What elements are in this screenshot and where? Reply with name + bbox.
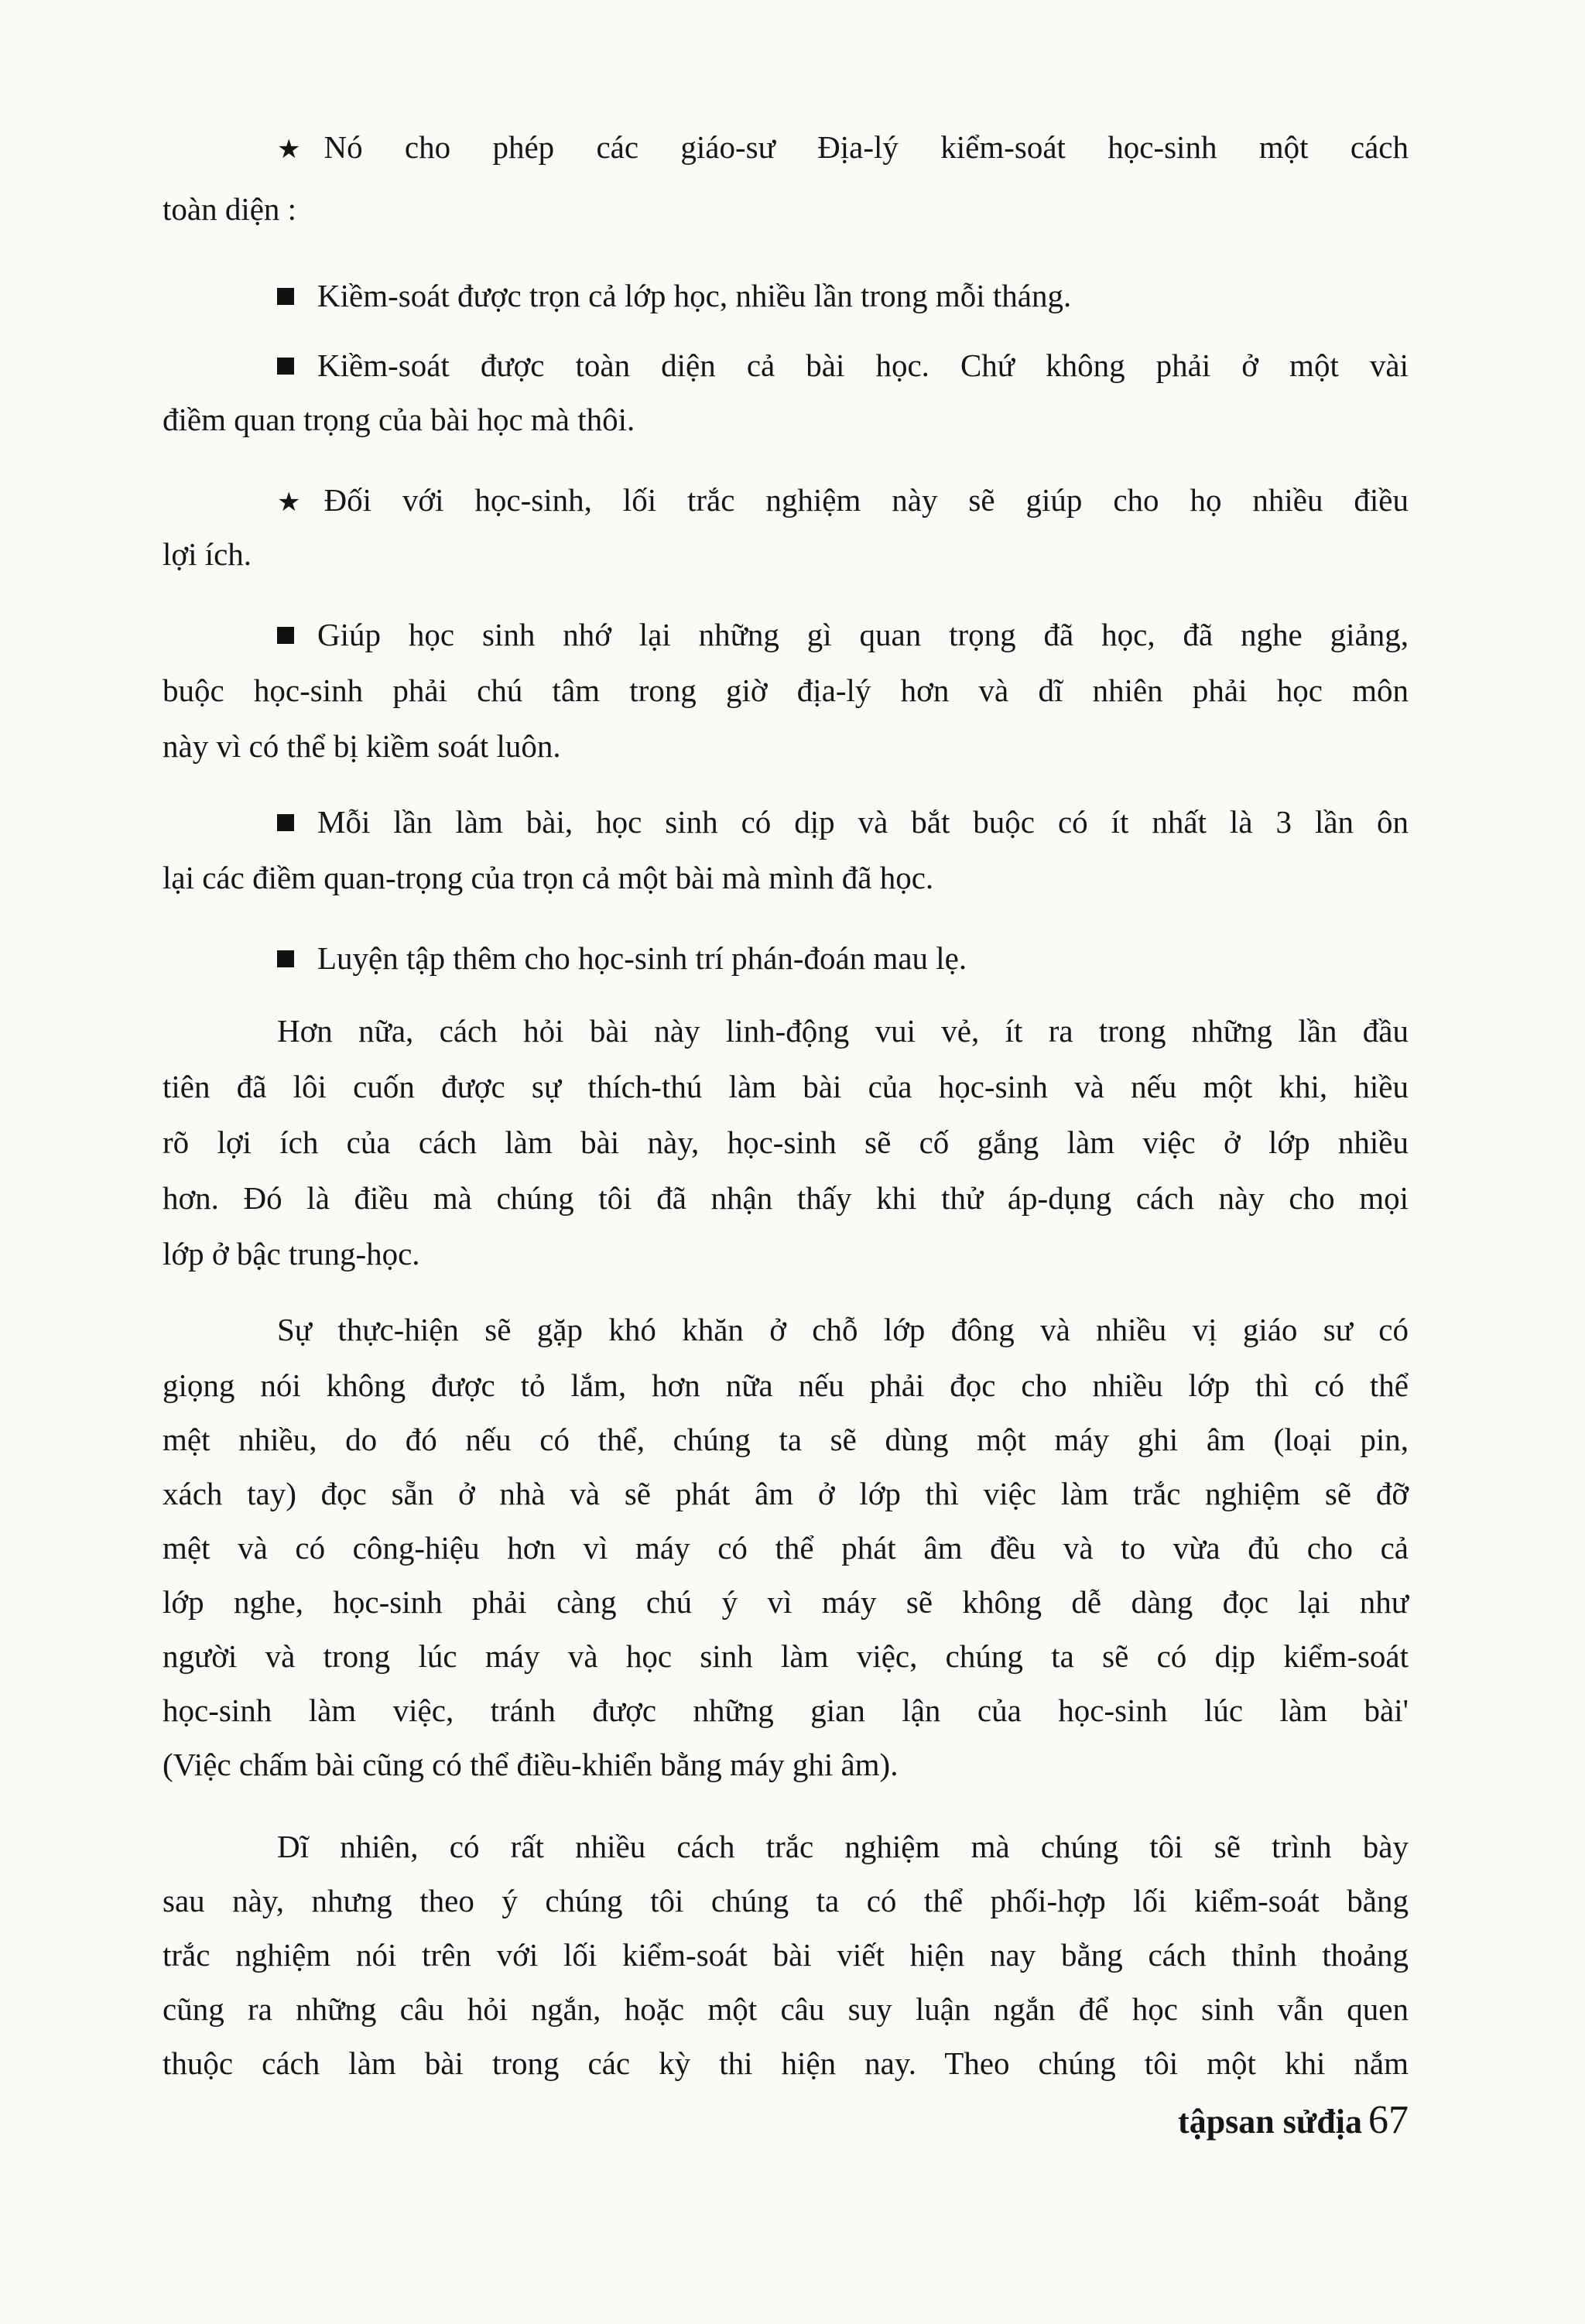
text-line: rõ lợi ích của cách làm bài này, học-sinh sẽ cố gắng làm việc ở lớp nhiều: [163, 1124, 1409, 1160]
text-line: điềm quan trọng của bài học mà thôi.: [163, 402, 635, 437]
journal-name: tậpsan sửđịa: [1178, 2103, 1362, 2141]
text-line: Luyện tập thêm cho học-sinh trí phán-đoán mau lẹ.: [277, 935, 1409, 981]
text-line: Giúp học sinh nhớ lại những gì quan trọng đã học, đã nghe giảng,: [277, 611, 1409, 658]
star-bullet-icon: ★: [277, 135, 301, 164]
text-line: ★ Đối với học-sinh, lối trắc nghiệm này sẽ giúp cho họ nhiều điều: [277, 477, 1409, 526]
text-line: buộc học-sinh phải chú tâm trong giờ địa-lý hơn và dĩ nhiên phải học môn: [163, 673, 1409, 708]
square-bullet-icon: [277, 814, 294, 831]
text-line: thuộc cách làm bài trong các kỳ thi hiện nay. Theo chúng tôi một khi nắm: [163, 2045, 1409, 2081]
square-bullet-icon: [277, 358, 294, 375]
text-line: (Việc chấm bài cũng có thể điều-khiển bằng máy ghi âm).: [163, 1747, 899, 1782]
text-line: ★ Nó cho phép các giáo-sư Địa-lý kiểm-soát học-sinh một cách: [277, 124, 1409, 173]
text-line: người và trong lúc máy và học sinh làm việc, chúng ta sẽ có dịp kiểm-soát: [163, 1638, 1409, 1674]
text-line: mệt và có công-hiệu hơn vì máy có thể phát âm đều và to vừa đủ cho cả: [163, 1530, 1409, 1566]
text-line: tiên đã lôi cuốn được sự thích-thú làm bài của học-sinh và nếu một khi, hiều: [163, 1069, 1409, 1104]
text-line: Kiềm-soát được toàn diện cả bài học. Chứ không phải ở một vài: [277, 342, 1409, 388]
square-bullet-icon: [277, 627, 294, 644]
text-line: mệt nhiều, do đó nếu có thể, chúng ta sẽ dùng một máy ghi âm (loại pin,: [163, 1422, 1409, 1457]
text-line: Kiềm-soát được trọn cả lớp học, nhiều lần trong mỗi tháng.: [277, 272, 1409, 319]
text-line: giọng nói không được tỏ lắm, hơn nữa nếu phải đọc cho nhiều lớp thì có thể: [163, 1367, 1409, 1403]
text-line: học-sinh làm việc, tránh được những gian lận của học-sinh lúc làm bài': [163, 1693, 1409, 1728]
text-line: này vì có thể bị kiềm soát luôn.: [163, 728, 561, 764]
text-line: Sự thực-hiện sẽ gặp khó khăn ở chỗ lớp đông và nhiều vị giáo sư có: [277, 1312, 1409, 1347]
text-line: hơn. Đó là điều mà chúng tôi đã nhận thấy khi thử áp-dụng cách này cho mọi: [163, 1180, 1409, 1216]
text-line: Hơn nữa, cách hỏi bài này linh-động vui vẻ, ít ra trong những lần đầu: [277, 1013, 1409, 1049]
text-line: lợi ích.: [163, 536, 252, 572]
text-line: lại các điềm quan-trọng của trọn cả một bài mà mình đã học.: [163, 860, 934, 895]
text-line: xách tay) đọc sẵn ở nhà và sẽ phát âm ở lớp thì việc làm trắc nghiệm sẽ đỡ: [163, 1476, 1409, 1511]
star-bullet-icon: ★: [277, 488, 301, 517]
text-line: Mỗi lần làm bài, học sinh có dịp và bắt buộc có ít nhất là 3 lần ôn: [277, 799, 1409, 845]
square-bullet-icon: [277, 288, 294, 305]
text-line: toàn diện :: [163, 191, 297, 227]
square-bullet-icon: [277, 950, 294, 967]
text-line: lớp nghe, học-sinh phải càng chú ý vì máy sẽ không dễ dàng đọc lại như: [163, 1584, 1409, 1620]
text-line: sau này, nhưng theo ý chúng tôi chúng ta có thể phối-hợp lối kiểm-soát bằng: [163, 1883, 1409, 1918]
text-line: Dĩ nhiên, có rất nhiều cách trắc nghiệm mà chúng tôi sẽ trình bày: [277, 1829, 1409, 1864]
text-line: lớp ở bậc trung-học.: [163, 1236, 420, 1272]
text-line: trắc nghiệm nói trên với lối kiểm-soát bài viết hiện nay bằng cách thỉnh thoảng: [163, 1937, 1409, 1973]
text-line: cũng ra những câu hỏi ngắn, hoặc một câu suy luận ngắn để học sinh vẫn quen: [163, 1991, 1409, 2027]
page-footer: [1114, 2097, 1409, 2143]
page-number: 67: [1368, 2098, 1409, 2142]
